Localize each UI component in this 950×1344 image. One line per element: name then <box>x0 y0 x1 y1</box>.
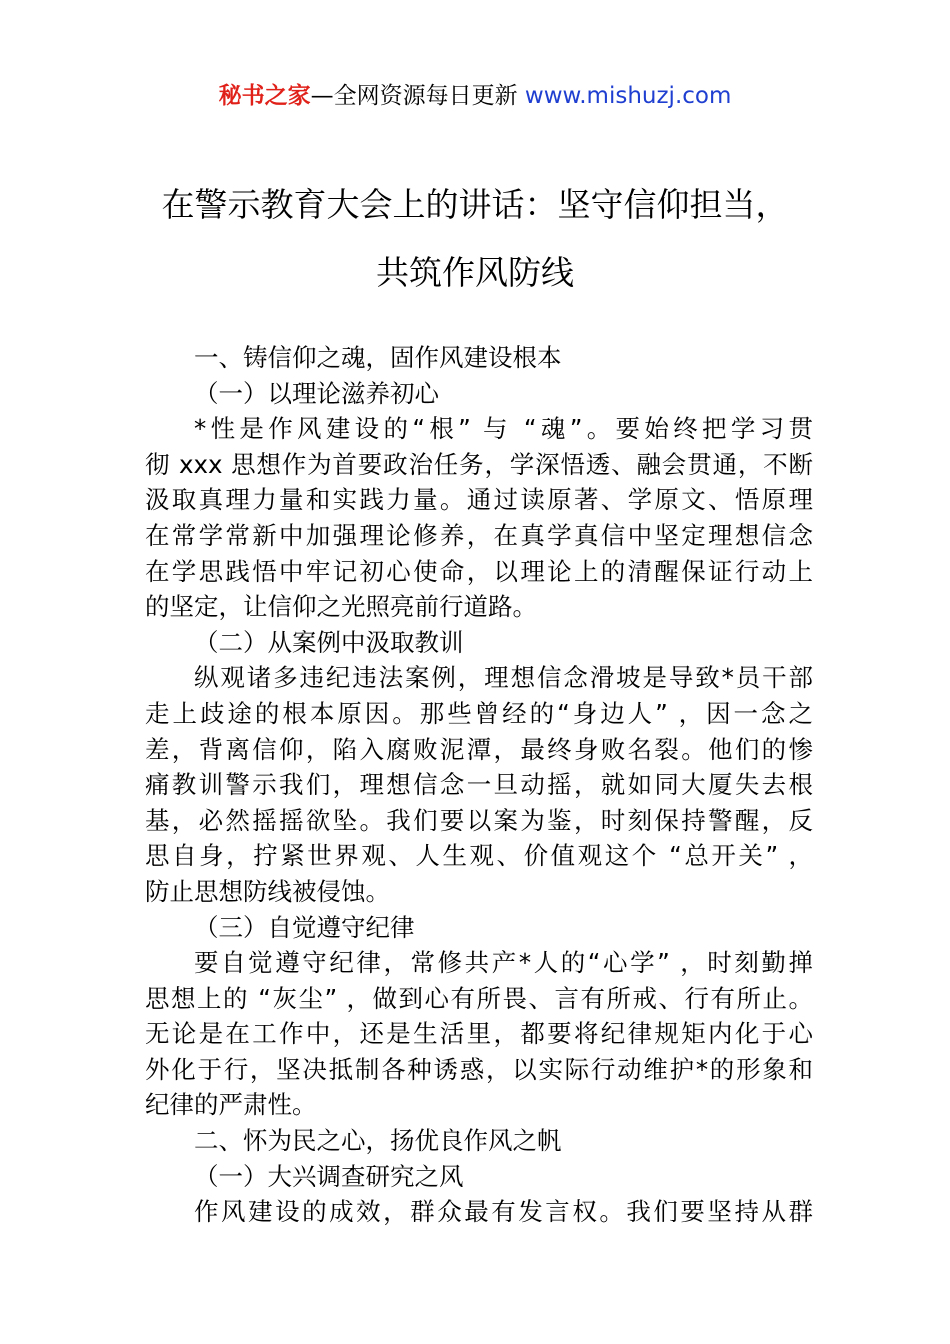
paragraph-line: 的坚定，让信仰之光照亮前行道路。 <box>145 592 537 622</box>
paragraph-line: 在常学常新中加强理论修养，在真学真信中坚定理想信念 <box>145 520 813 550</box>
paragraph-line: *性是作风建设的“根” 与 “魂”。要始终把学习贯 <box>194 414 813 444</box>
paragraph-line: 基，必然摇摇欲坠。我们要以案为鉴，时刻保持警醒，反 <box>145 805 813 835</box>
document-body <box>145 340 813 1230</box>
subsection-heading: （一）大兴调查研究之风 <box>194 1161 464 1191</box>
subsection-heading: （三）自觉遵守纪律 <box>194 912 415 942</box>
paragraph-line: 无论是在工作中，还是生活里，都要将纪律规矩内化于心 <box>145 1019 813 1049</box>
document-title-line-2: 共筑作风防线 <box>376 253 574 292</box>
paragraph-line: 汲取真理力量和实践力量。通过读原著、学原文、悟原理 <box>145 485 813 515</box>
document-title-line-1: 在警示教育大会上的讲话：坚守信仰担当， <box>161 185 789 224</box>
paragraph-line: 纪律的严肃性。 <box>145 1090 317 1120</box>
subsection-heading: （一）以理论滋养初心 <box>194 378 439 408</box>
paragraph-line: 痛教训警示我们，理想信念一旦动摇，就如同大厦失去根 <box>145 770 813 800</box>
paragraph-line: 纵观诸多违纪违法案例，理想信念滑坡是导致*员干部 <box>194 663 813 693</box>
paragraph-line: 作风建设的成效，群众最有发言权。我们要坚持从群 <box>194 1197 813 1227</box>
header-brand: 秘书之家 <box>218 83 311 109</box>
paragraph-line: 思自身，拧紧世界观、人生观、价值观这个 “总开关” ， <box>145 841 813 871</box>
section-heading: 二、怀为民之心，扬优良作风之帆 <box>194 1126 562 1156</box>
paragraph-line: 走上歧途的根本原因。那些曾经的“身边人” ，因一念之 <box>145 698 813 728</box>
subsection-heading: （二）从案例中汲取教训 <box>194 627 464 657</box>
paragraph-line: 思想上的 “灰尘” ，做到心有所畏、言有所戒、行有所止。 <box>145 983 813 1013</box>
section-heading: 一、铸信仰之魂，固作风建设根本 <box>194 343 562 372</box>
header-tagline: —全网资源每日更新 <box>310 83 518 109</box>
page-header <box>0 80 950 112</box>
paragraph-line: 外化于行，坚决抵制各种诱惑，以实际行动维护*的形象和 <box>145 1054 813 1084</box>
header-site-link[interactable]: www.mishuzj.com <box>524 83 732 109</box>
paragraph-line: 要自觉遵守纪律，常修共产*人的“心学” ，时刻勤掸 <box>194 948 813 978</box>
paragraph-line: 在学思践悟中牢记初心使命，以理论上的清醒保证行动上 <box>145 556 813 586</box>
paragraph-line: 差，背离信仰，陷入腐败泥潭，最终身败名裂。他们的惨 <box>145 734 813 764</box>
paragraph-line: 防止思想防线被侵蚀。 <box>145 876 390 906</box>
paragraph-line: 彻 xxx 思想作为首要政治任务，学深悟透、融会贯通，不断 <box>145 449 813 479</box>
